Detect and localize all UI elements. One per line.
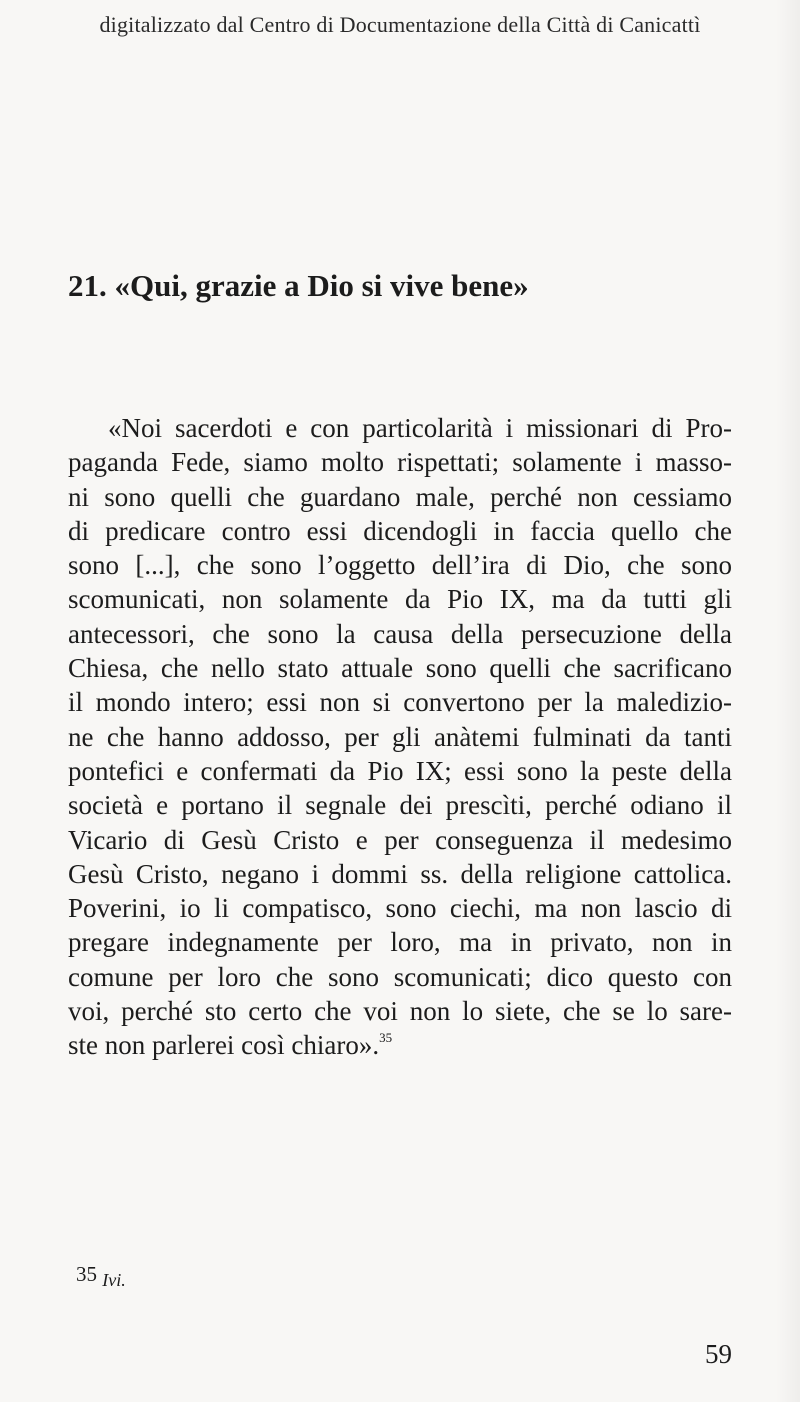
- footnote-text: Ivi.: [102, 1270, 126, 1290]
- footnote: [76, 1262, 126, 1292]
- body-last-line-text: ste non parlerei così chiaro».: [68, 1030, 380, 1061]
- body-line: sono [...], che sono l’oggetto dell’ira di Dio, che sono: [68, 550, 732, 581]
- body-line: Chiesa, che nello stato attuale sono quelli che sacrificano: [68, 653, 732, 684]
- page-number: 59: [705, 1339, 732, 1369]
- body-line: il mondo intero; essi non si convertono per la maledizio-: [68, 687, 732, 718]
- footnote-number: 35: [76, 1262, 97, 1286]
- body-line: Poverini, io li compatisco, sono ciechi, ma non lascio di: [68, 893, 732, 924]
- body-line: ne che hanno addosso, per gli anàtemi fulminati da tanti: [68, 721, 732, 752]
- body-line: ni sono quelli che guardano male, perché non cessiamo: [68, 481, 732, 512]
- body-line: Gesù Cristo, negano i dommi ss. della religione cattolica.: [68, 858, 732, 889]
- scan-edge-shadow: [776, 0, 800, 1402]
- body-line: «Noi sacerdoti e con particolarità i missionari di Pro-: [108, 413, 732, 443]
- chapter-title: 21. «Qui, grazie a Dio si vive bene»: [68, 268, 529, 303]
- body-line: voi, perché sto certo che voi non lo siete, che se lo sare-: [68, 996, 732, 1027]
- body-line: società e portano il segnale dei prescìti, perché odiano il: [68, 790, 732, 821]
- body-line: pregare indegnamente per loro, ma in privato, non in: [68, 927, 732, 958]
- digitization-watermark: digitalizzato dal Centro di Documentazione della Città di Canicattì: [99, 12, 701, 37]
- body-paragraph: [68, 411, 732, 1063]
- body-line: comune per loro che sono scomunicati; dico questo con: [68, 961, 732, 992]
- body-last-line: [68, 1028, 732, 1062]
- footnote-reference[interactable]: 35: [379, 1030, 393, 1046]
- body-line: scomunicati, non solamente da Pio IX, ma da tutti gli: [68, 584, 732, 615]
- body-line: paganda Fede, siamo molto rispettati; solamente i masso-: [68, 447, 732, 478]
- body-line: antecessori, che sono la causa della persecuzione della: [68, 618, 732, 649]
- body-line: pontefici e confermati da Pio IX; essi sono la peste della: [68, 755, 732, 786]
- body-line: Vicario di Gesù Cristo e per conseguenza il medesimo: [68, 824, 732, 855]
- body-line: di predicare contro essi dicendogli in faccia quello che: [68, 515, 732, 546]
